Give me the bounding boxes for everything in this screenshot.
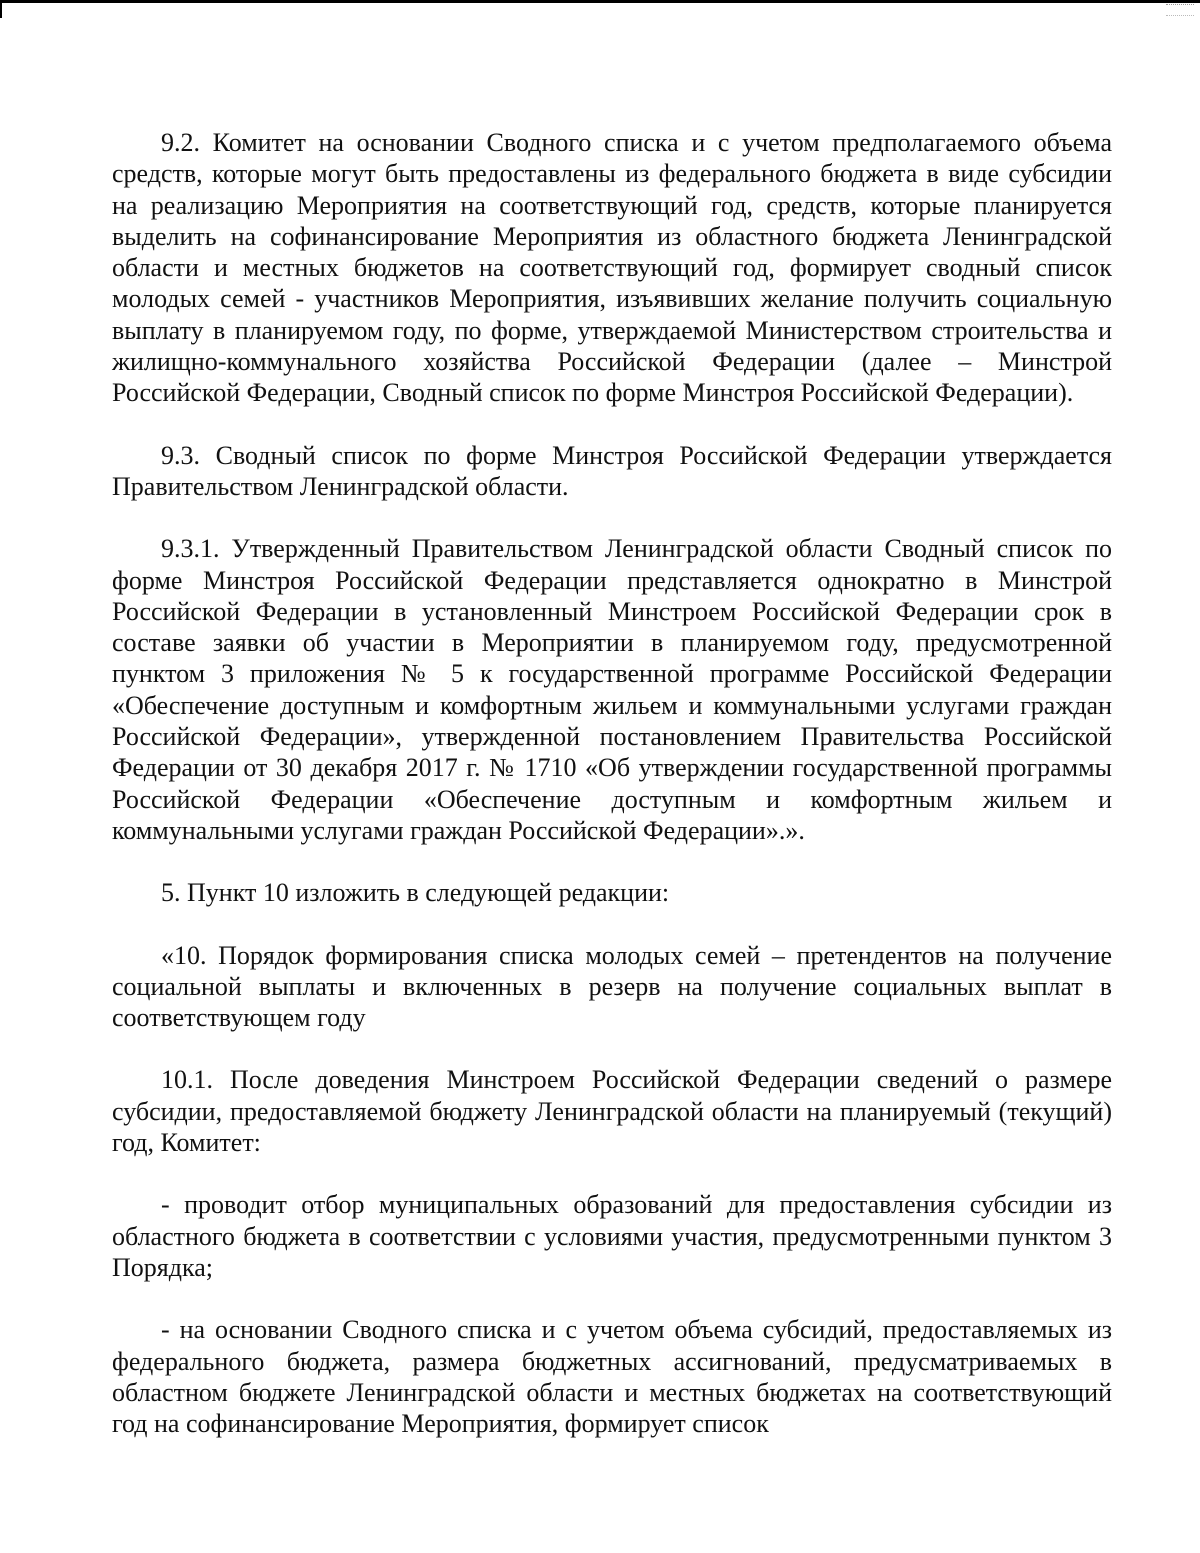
paragraph-section-10-heading: «10. Порядок формирования списка молодых семей – претендентов на получение социальной выплаты и включенных в резерв на получение социальных выплат в соответствующем году [112, 940, 1112, 1033]
paragraph-9-3: 9.3. Сводный список по форме Минстроя Российской Федерации утверждается Правительством Ленинградской области. [112, 440, 1112, 501]
scan-left-edge [0, 0, 2, 18]
paragraph-list-item-selection: - проводит отбор муниципальных образований для предоставления субсидии из областного бюджета в соответствии с условиями участия, предусмотренными пунктом 3 Порядка; [112, 1190, 1112, 1282]
paragraph-9-2: 9.2. Комитет на основании Сводного списка и с учетом предполагаемого объема средств, которые могут быть предоставлены из федерального бюджета в виде субсидии на реализацию Мероприятия на соответствующий год, средств, которые планируется выделить на софинансирование Мероприятия из областного бюджета Ленинградской области и местных бюджетов на соответствующий год, формирует сводный список молодых семей - участников Мероприятия, изъявивших желание получить социальную выплату в планируемом году, по форме, утверждаемой Министерством строительства и жилищно-коммунального хозяйства Российской Федерации (далее – Минстрой Российской Федерации, Сводный список по форме Минстроя Российской Федерации). [112, 128, 1112, 408]
scan-corner-mark [1166, 4, 1194, 16]
paragraph-list-item-formation: - на основании Сводного списка и с учетом объема субсидий, предоставляемых из федерального бюджета, размера бюджетных ассигнований, предусматриваемых в областном бюджете Ленинградской области и местных бюджетах на соответствующий год на софинансирование Мероприятия, формирует список [112, 1315, 1112, 1439]
document-body [112, 127, 1112, 1439]
paragraph-amendment-5: 5. Пункт 10 изложить в следующей редакции: [161, 878, 670, 908]
paragraph-10-1: 10.1. После доведения Минстроем Российской Федерации сведений о размере субсидии, предоставляемой бюджету Ленинградской области на планируемый (текущий) год, Комитет: [112, 1065, 1112, 1158]
paragraph-9-3-1: 9.3.1. Утвержденный Правительством Ленинградской области Сводный список по форме Минстроя Российской Федерации представляется однократно в Минстрой Российской Федерации в установленный Минстроем Российской Федерации срок в составе заявки об участии в Мероприятии в планируемом году, предусмотренной пунктом 3 приложения № 5 к государственной программе Российской Федерации «Обеспечение доступным и комфортным жильем и коммунальными услугами граждан Российской Федерации», утвержденной постановлением Правительства Российской Федерации от 30 декабря 2017 г. № 1710 «Об утверждении государственной программы Российской Федерации «Обеспечение доступным и комфортным жильем и коммунальными услугами граждан Российской Федерации».». [112, 534, 1112, 845]
scan-top-edge [0, 0, 1200, 3]
